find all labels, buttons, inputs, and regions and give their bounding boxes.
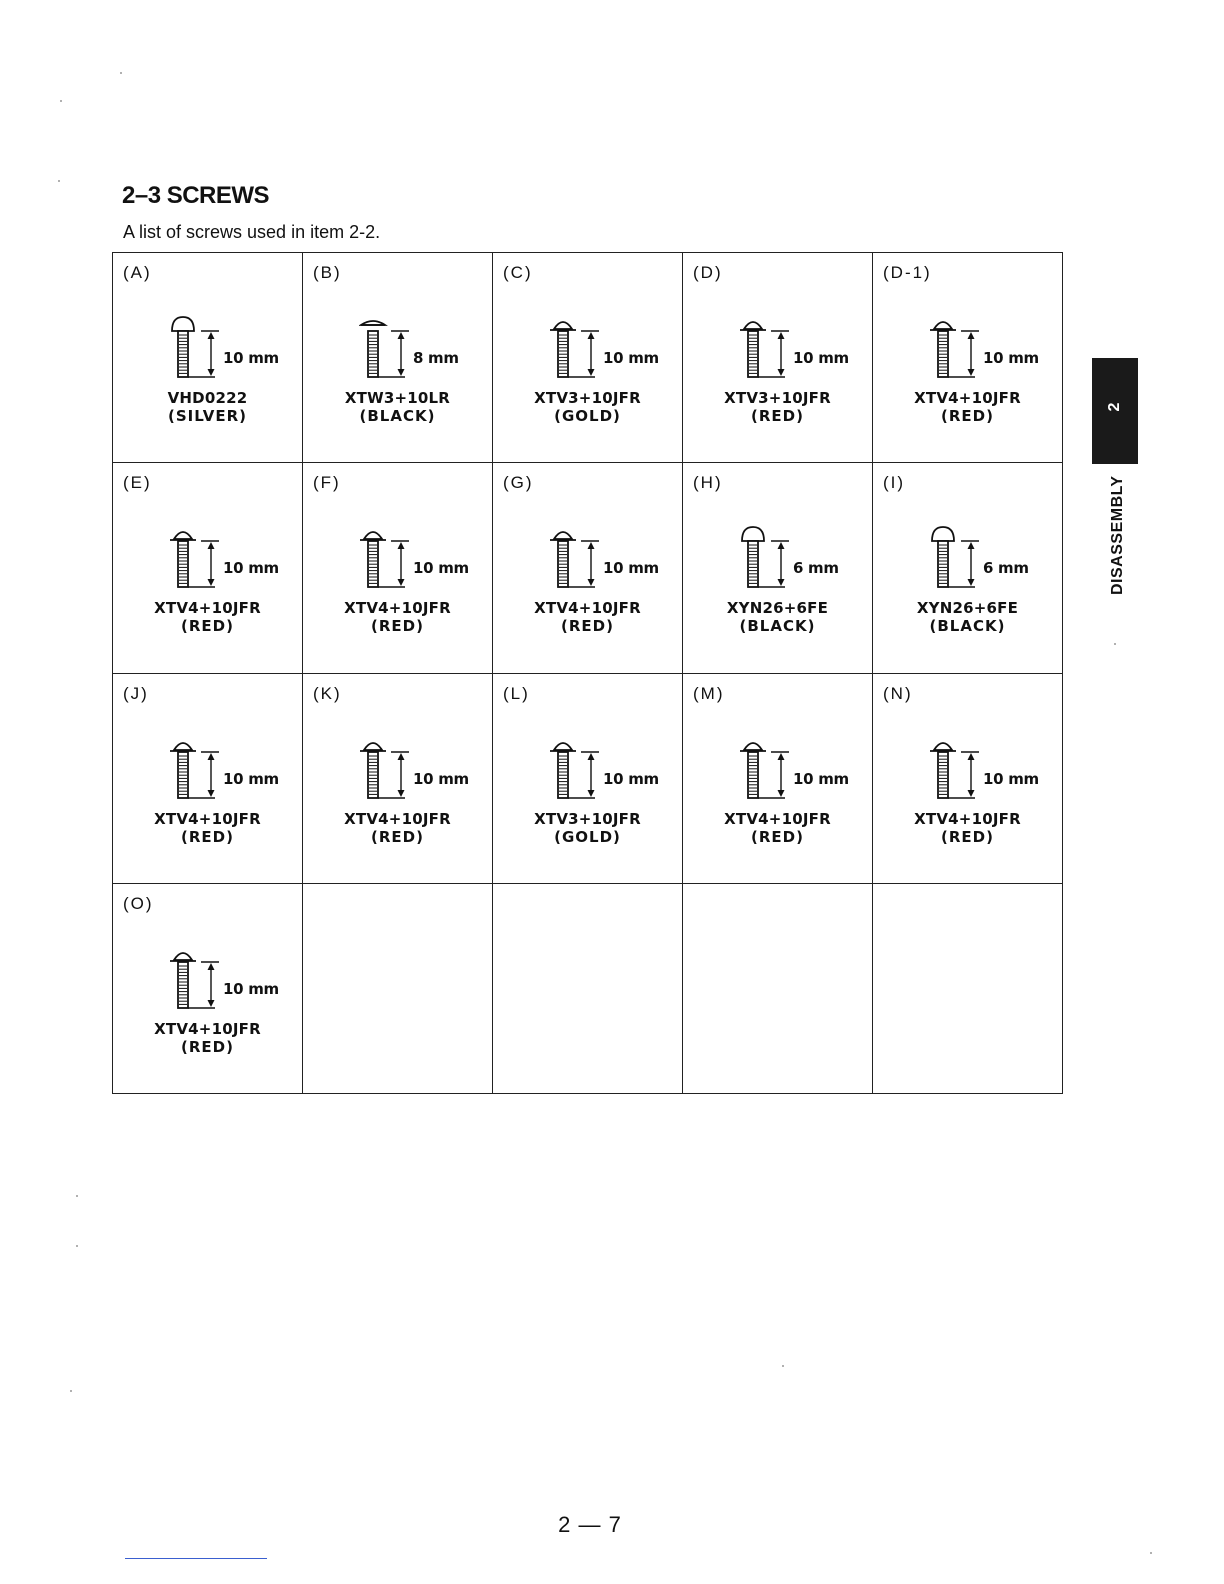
screw-code-block: [113, 599, 302, 635]
screw-length: 10 mm: [793, 769, 849, 788]
screw-icon: [549, 313, 609, 383]
screw-code-block: [873, 389, 1062, 425]
screw-icon: [359, 313, 419, 383]
screw-code: XTV3+10JFR: [534, 809, 641, 828]
screw-cell: [113, 674, 303, 884]
screw-figure: [929, 523, 1069, 593]
screw-code-block: [873, 599, 1062, 635]
screw-code: XYN26+6FE: [916, 599, 1019, 618]
screw-icon: [169, 523, 229, 593]
screw-length: 10 mm: [223, 979, 279, 998]
screw-figure: [169, 734, 309, 804]
screw-color: (RED): [751, 407, 804, 425]
screw-length: 10 mm: [793, 349, 849, 367]
screw-cell: [873, 674, 1063, 884]
screw-color: (BLACK): [739, 617, 816, 636]
screw-label: (M): [693, 683, 725, 703]
screw-length: 8 mm: [413, 349, 459, 367]
screw-code-block: [113, 389, 302, 425]
screw-icon: [929, 734, 989, 804]
screw-icon: [739, 313, 799, 383]
screw-cell: [303, 463, 493, 673]
screw-code-block: [113, 1020, 302, 1056]
screw-icon: [549, 523, 609, 593]
screw-color: (RED): [941, 407, 994, 425]
footer-rule: [125, 1558, 267, 1559]
empty-cell: [683, 884, 873, 1094]
screw-label: (H): [693, 473, 723, 493]
screw-code-block: [303, 810, 492, 846]
screw-figure: [359, 734, 499, 804]
screw-color: (RED): [181, 827, 234, 846]
chapter-number: 2: [1106, 402, 1123, 412]
screw-code: VHD0222: [167, 389, 248, 407]
screw-code: XTV4+10JFR: [534, 599, 641, 618]
screw-figure: [169, 313, 309, 383]
screw-length: 10 mm: [223, 769, 279, 788]
screw-length: 10 mm: [603, 769, 659, 788]
screw-cell: [683, 253, 873, 463]
screw-color: (BLACK): [929, 617, 1006, 636]
screw-color: (RED): [181, 617, 234, 636]
screw-cell: [493, 463, 683, 673]
screw-code-block: [683, 389, 872, 425]
screw-cell: [113, 884, 303, 1094]
screw-code-block: [493, 599, 682, 635]
screw-cell: [493, 674, 683, 884]
section-title: 2–3 SCREWS: [122, 182, 270, 209]
screw-code-block: [873, 810, 1062, 846]
screw-length: 10 mm: [413, 559, 469, 578]
page-number: 2 — 7: [558, 1512, 622, 1537]
screw-label: (G): [503, 473, 534, 493]
screw-color: (GOLD): [554, 407, 621, 425]
screw-figure: [739, 523, 879, 593]
screw-figure: [359, 523, 499, 593]
screw-figure: [929, 734, 1069, 804]
screw-length: 10 mm: [603, 559, 659, 578]
screw-code: XYN26+6FE: [726, 599, 829, 618]
chapter-tab: [1092, 358, 1138, 464]
screw-code: XTV4+10JFR: [154, 1019, 261, 1038]
screw-code: XTV4+10JFR: [914, 389, 1021, 407]
screw-icon: [359, 734, 419, 804]
screw-label: (B): [313, 263, 342, 282]
screw-cell: [113, 463, 303, 673]
screw-icon: [359, 523, 419, 593]
screw-code: XTV4+10JFR: [724, 809, 831, 828]
screw-code: XTV4+10JFR: [344, 809, 451, 828]
screw-label: (L): [503, 683, 530, 703]
scan-speck: [120, 72, 122, 74]
scan-speck: [1150, 1552, 1152, 1554]
screw-code: XTW3+10LR: [344, 389, 451, 407]
screw-cell: [303, 674, 493, 884]
screw-color: (RED): [181, 1037, 234, 1056]
screw-figure: [549, 523, 689, 593]
screw-figure: [549, 313, 689, 383]
screw-length: 10 mm: [983, 349, 1039, 367]
screw-color: (RED): [561, 617, 614, 636]
empty-cell: [303, 884, 493, 1094]
scan-speck: [76, 1195, 78, 1197]
screw-figure: [359, 313, 499, 383]
screw-icon: [549, 734, 609, 804]
screw-code: XTV4+10JFR: [914, 809, 1021, 828]
screw-color: (RED): [751, 827, 804, 846]
scan-speck: [76, 1245, 78, 1247]
screw-cell: [873, 463, 1063, 673]
screw-label: (J): [123, 683, 149, 703]
scan-speck: [782, 1365, 784, 1367]
screw-code: XTV4+10JFR: [154, 599, 261, 618]
screw-cell: [493, 253, 683, 463]
screw-code-block: [493, 810, 682, 846]
screw-code-block: [683, 810, 872, 846]
screw-length: 10 mm: [223, 559, 279, 578]
screw-label: (O): [123, 893, 154, 913]
screw-color: (GOLD): [554, 827, 621, 846]
empty-cell: [873, 884, 1063, 1094]
screw-code: XTV4+10JFR: [344, 599, 451, 618]
scan-speck: [1114, 643, 1116, 645]
screw-cell: [873, 253, 1063, 463]
section-subtitle: A list of screws used in item 2-2.: [123, 222, 381, 242]
screw-color: (BLACK): [359, 407, 436, 425]
screw-label: (E): [123, 473, 152, 493]
screw-label: (K): [313, 683, 342, 703]
screw-label: (D-1): [883, 263, 932, 282]
screw-icon: [929, 523, 989, 593]
screw-code: XTV3+10JFR: [534, 389, 641, 407]
screw-color: (RED): [371, 827, 424, 846]
screw-code-block: [493, 389, 682, 425]
screw-label: (D): [693, 263, 723, 282]
screw-color: (SILVER): [168, 407, 247, 425]
screw-figure: [169, 523, 309, 593]
screw-length: 10 mm: [223, 349, 279, 367]
screw-cell: [683, 463, 873, 673]
screw-icon: [169, 313, 229, 383]
empty-cell: [493, 884, 683, 1094]
screw-cell: [303, 253, 493, 463]
screw-figure: [739, 313, 879, 383]
screw-length: 10 mm: [983, 769, 1039, 788]
screw-cell: [113, 253, 303, 463]
screw-code: XTV4+10JFR: [154, 809, 261, 828]
screw-code-block: [303, 389, 492, 425]
screw-code-block: [303, 599, 492, 635]
screw-length: 10 mm: [603, 349, 659, 367]
screw-code-block: [683, 599, 872, 635]
screw-code-block: [113, 810, 302, 846]
screw-icon: [169, 734, 229, 804]
screw-length: 6 mm: [793, 559, 839, 578]
scan-speck: [58, 180, 60, 182]
screw-icon: [739, 523, 799, 593]
screw-icon: [169, 944, 229, 1014]
screw-table: [112, 252, 1063, 1094]
screw-figure: [169, 944, 309, 1014]
screw-label: (A): [123, 263, 152, 282]
chapter-title: DISASSEMBLY: [1109, 475, 1126, 595]
screw-label: (N): [883, 683, 913, 703]
screw-color: (RED): [371, 617, 424, 636]
screw-length: 6 mm: [983, 559, 1029, 578]
screw-color: (RED): [941, 827, 994, 846]
screw-label: (C): [503, 263, 533, 282]
screw-label: (I): [883, 473, 906, 493]
screw-length: 10 mm: [413, 769, 469, 788]
screw-figure: [739, 734, 879, 804]
scan-speck: [70, 1390, 72, 1392]
screw-icon: [739, 734, 799, 804]
scan-speck: [60, 100, 62, 102]
screw-figure: [549, 734, 689, 804]
screw-icon: [929, 313, 989, 383]
screw-cell: [683, 674, 873, 884]
screw-figure: [929, 313, 1069, 383]
screw-label: (F): [313, 473, 341, 493]
screw-code: XTV3+10JFR: [724, 389, 831, 407]
